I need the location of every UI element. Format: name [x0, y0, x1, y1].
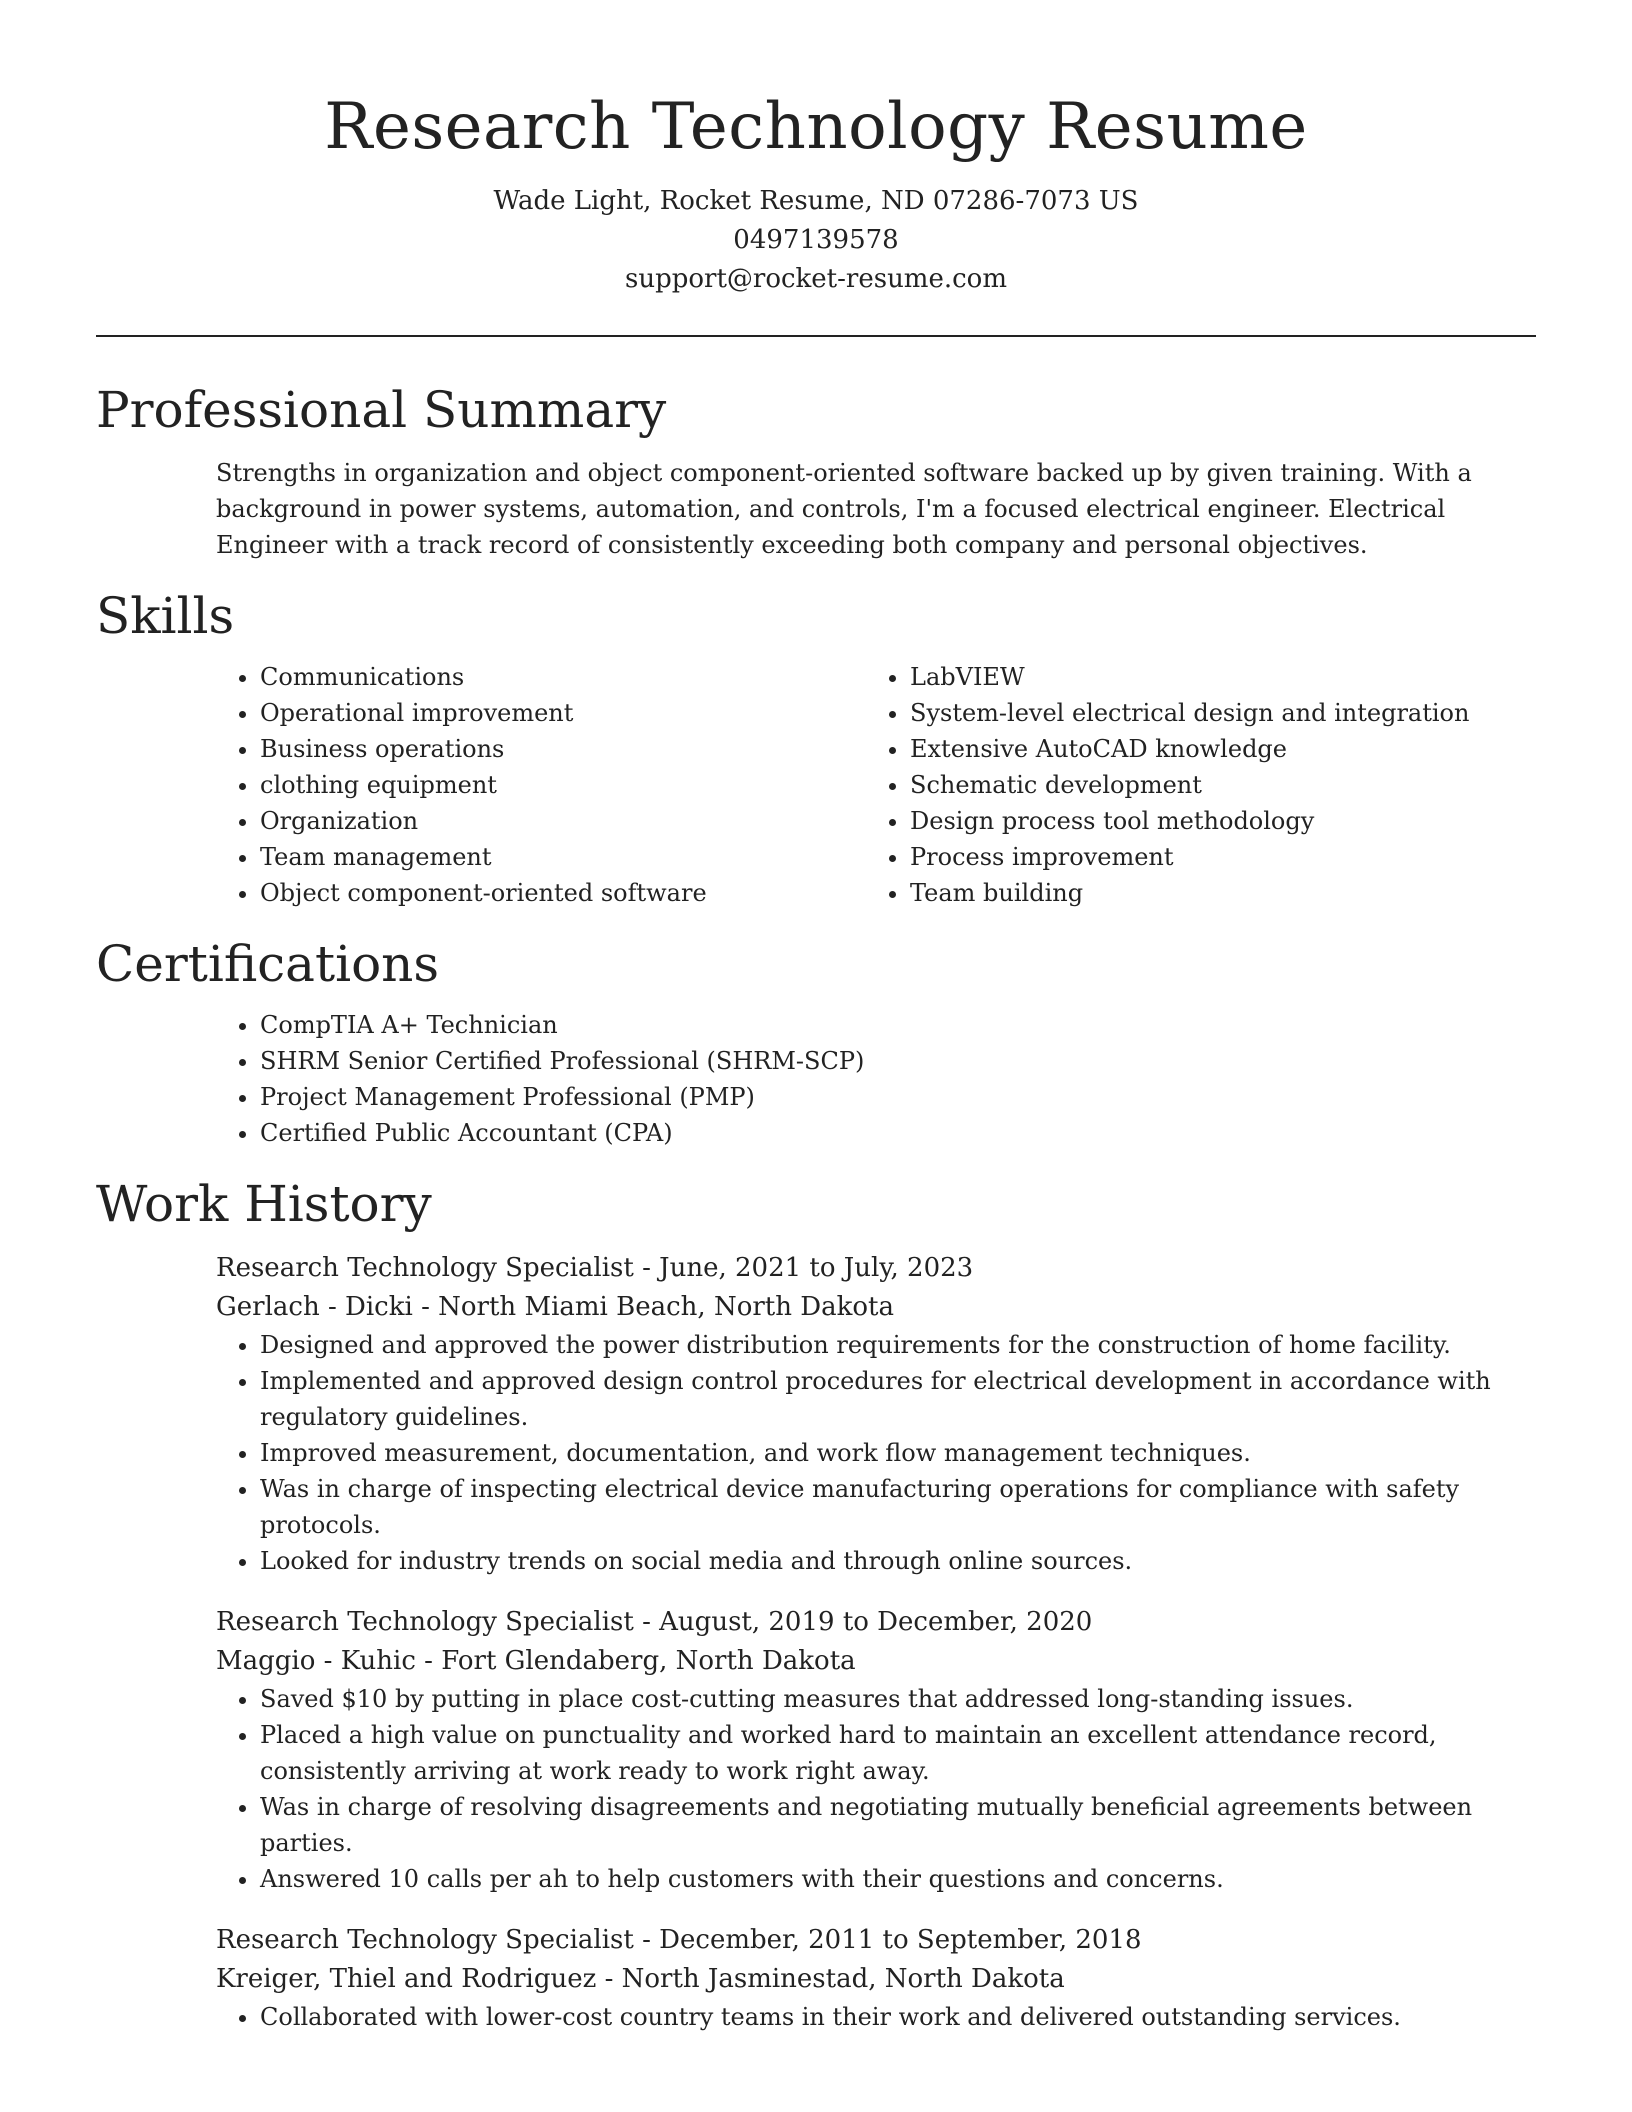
- skill-item: • Communications: [260, 659, 866, 695]
- skill-item: • Team building: [910, 875, 1516, 911]
- certification-item: • Certified Public Accountant (CPA): [260, 1115, 1536, 1151]
- resume-title: Research Technology Resume: [324, 90, 1308, 164]
- resume-page: [96, 0, 1536, 2035]
- skill-item: • Object component-oriented software: [260, 875, 866, 911]
- job-company-line: Maggio - Kuhic - Fort Glendaberg, North Dakota: [216, 1646, 856, 1676]
- job-company: Kreiger, Thiel and Rodriguez: [216, 1964, 597, 1994]
- skill-item: • Process improvement: [910, 839, 1516, 875]
- job-bullet: • Answered 10 calls per ah to help customers with their questions and concerns.: [260, 1861, 1536, 1897]
- skill-item: • Team management: [260, 839, 866, 875]
- certification-item: • CompTIA A+ Technician: [260, 1007, 1536, 1043]
- skill-item: • System-level electrical design and integration: [910, 695, 1516, 731]
- job-bullet: • Placed a high value on punctuality and worked hard to maintain an excellent attendance record, consistently arriving at work ready to work right away.: [260, 1717, 1536, 1789]
- skill-item: • Schematic development: [910, 767, 1516, 803]
- job-company: Maggio - Kuhic: [216, 1646, 416, 1676]
- skill-item: • LabVIEW: [910, 659, 1516, 695]
- skill-item: • Extensive AutoCAD knowledge: [910, 731, 1516, 767]
- job-dates: June, 2021 to July, 2023: [659, 1253, 974, 1283]
- job-title: Research Technology Specialist: [216, 1253, 634, 1283]
- certifications-list: [216, 1007, 1536, 1151]
- job-title: Research Technology Specialist: [216, 1925, 634, 1955]
- job-title-line: Research Technology Specialist - December, 2011 to September, 2018: [216, 1925, 1142, 1955]
- summary-section: [96, 377, 1536, 563]
- job-bullets: [216, 1681, 1536, 1897]
- work-history-section: [96, 1171, 1536, 2035]
- job-title-line: Research Technology Specialist - August, 2019 to December, 2020: [216, 1607, 1093, 1637]
- skills-section: [96, 583, 1536, 911]
- header-divider: [96, 335, 1536, 337]
- job-company-line: Gerlach - Dicki - North Miami Beach, North Dakota: [216, 1292, 894, 1322]
- job-bullet: • Collaborated with lower-cost country teams in their work and delivered outstanding services.: [260, 1999, 1536, 2035]
- certification-item: • Project Management Professional (PMP): [260, 1079, 1536, 1115]
- job-bullets: [216, 1999, 1536, 2035]
- certifications-block: [216, 1007, 1536, 1151]
- job-dates: August, 2019 to December, 2020: [659, 1607, 1093, 1637]
- job-company: Gerlach - Dicki: [216, 1292, 413, 1322]
- skill-item: • Operational improvement: [260, 695, 866, 731]
- job-location: Fort Glendaberg, North Dakota: [441, 1646, 856, 1676]
- certification-item: • SHRM Senior Certified Professional (SHRM-SCP): [260, 1043, 1536, 1079]
- job-bullet: • Saved $10 by putting in place cost-cutting measures that addressed long-standing issues.: [260, 1681, 1536, 1717]
- job-entry: [216, 1249, 1536, 1579]
- skill-item: • clothing equipment: [260, 767, 866, 803]
- job-bullet: • Designed and approved the power distribution requirements for the construction of home facility.: [260, 1327, 1536, 1363]
- work-history-heading: Work History: [96, 1175, 432, 1233]
- job-bullets: [216, 1327, 1536, 1579]
- job-bullet: • Was in charge of inspecting electrical device manufacturing operations for compliance with safety protocols.: [260, 1471, 1536, 1543]
- job-company-line: Kreiger, Thiel and Rodriguez - North Jasminestad, North Dakota: [216, 1964, 1065, 1994]
- skills-heading: Skills: [96, 587, 235, 645]
- contact-phone: 0497139578: [733, 225, 899, 255]
- skill-item: • Business operations: [260, 731, 866, 767]
- contact-block: [96, 182, 1536, 299]
- summary-heading: Professional Summary: [96, 381, 667, 439]
- skill-item: • Organization: [260, 803, 866, 839]
- summary-text: Strengths in organization and object component-oriented software backed up by given training. With a background in power systems, automation, and controls, I'm a focused electrical engineer. Electrical Engineer with a track record of consistently exceeding both company and personal objectives.: [216, 459, 1472, 559]
- job-entry: [216, 1921, 1536, 2035]
- contact-address: Wade Light, Rocket Resume, ND 07286-7073 US: [493, 186, 1139, 216]
- job-title: Research Technology Specialist: [216, 1607, 634, 1637]
- certifications-section: [96, 931, 1536, 1151]
- skills-left-list: [216, 659, 866, 911]
- job-location: North Jasminestad, North Dakota: [621, 1964, 1065, 1994]
- contact-email: support@rocket-resume.com: [624, 264, 1007, 294]
- job-title-line: Research Technology Specialist - June, 2021 to July, 2023: [216, 1253, 974, 1283]
- skill-item: • Design process tool methodology: [910, 803, 1516, 839]
- job-bullet: • Improved measurement, documentation, and work flow management techniques.: [260, 1435, 1536, 1471]
- job-bullet: • Looked for industry trends on social media and through online sources.: [260, 1543, 1536, 1579]
- job-bullet: • Implemented and approved design control procedures for electrical development in accordance with regulatory guidelines.: [260, 1363, 1536, 1435]
- skills-right-list: [866, 659, 1516, 911]
- job-dates: December, 2011 to September, 2018: [659, 1925, 1142, 1955]
- skills-grid: [216, 659, 1536, 911]
- job-entry: [216, 1603, 1536, 1897]
- job-location: North Miami Beach, North Dakota: [438, 1292, 894, 1322]
- certifications-heading: Certifications: [96, 935, 440, 993]
- job-bullet: • Was in charge of resolving disagreements and negotiating mutually beneficial agreements between parties.: [260, 1789, 1536, 1861]
